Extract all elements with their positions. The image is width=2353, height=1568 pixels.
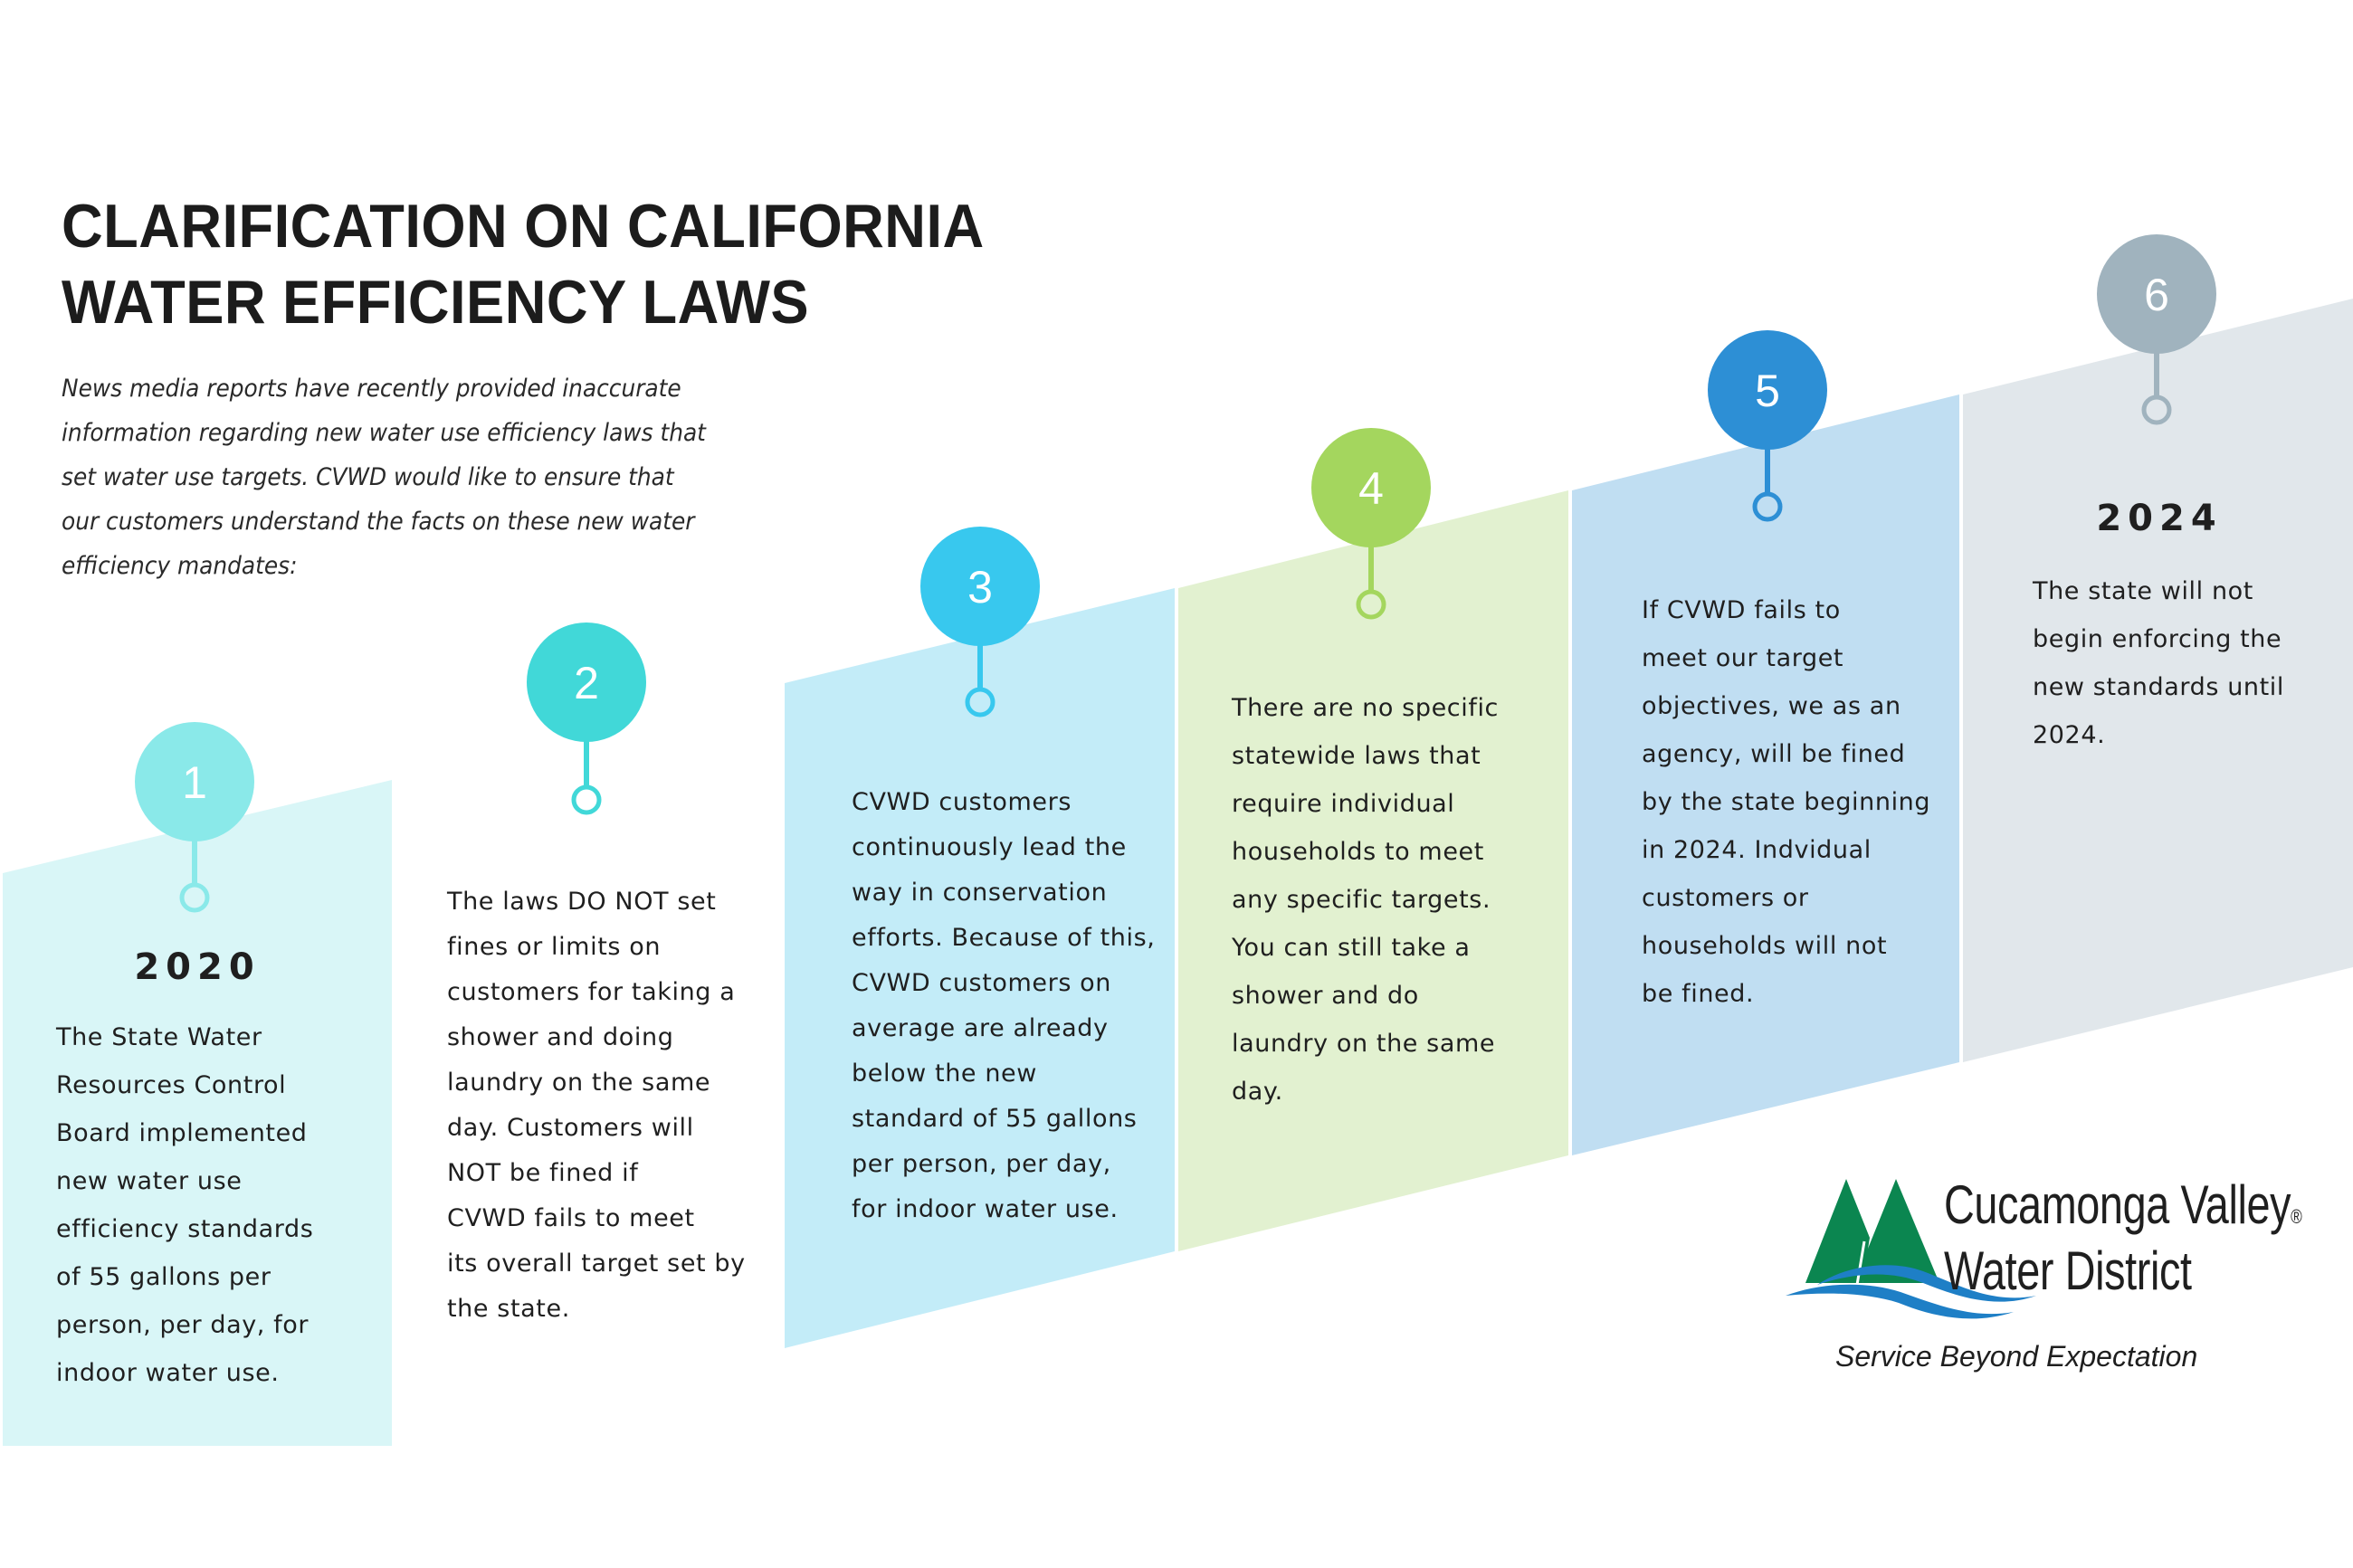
step-1-text <box>56 1013 313 1397</box>
logo-tagline: Service Beyond Expectation <box>1835 1340 2198 1373</box>
text-line: the state. <box>447 1295 570 1323</box>
text-line: shower and doing <box>447 1023 674 1051</box>
text-line: NOT be fined if <box>447 1159 639 1187</box>
text-line: by the state beginning <box>1642 788 1931 816</box>
text-line: You can still take a <box>1232 934 1471 962</box>
text-line: objectives, we as an <box>1642 692 1901 720</box>
step-5-number: 5 <box>1755 366 1780 416</box>
text-line: meet our target <box>1642 644 1844 672</box>
text-line: If CVWD fails to <box>1642 596 1841 624</box>
text-line: agency, will be fined <box>1642 740 1906 768</box>
text-line: indoor water use. <box>56 1359 280 1387</box>
step-3-number: 3 <box>967 562 993 613</box>
text-line: fines or limits on <box>447 933 662 961</box>
page-title <box>62 188 985 340</box>
text-line: CVWD fails to meet <box>447 1204 695 1232</box>
step-1-year: 2020 <box>134 946 261 988</box>
text-line: Resources Control <box>56 1071 287 1099</box>
text-line: be fined. <box>1642 980 1755 1008</box>
text-line: 2024. <box>2033 721 2106 749</box>
text-line: person, per day, for <box>56 1311 310 1339</box>
logo-name <box>1944 1174 2353 1301</box>
text-line: There are no specific <box>1232 694 1499 722</box>
intro-line: set water use targets. CVWD would like to ensure that <box>62 463 674 491</box>
step-2-number: 2 <box>574 658 599 708</box>
intro-line: our customers understand the facts on these new water <box>62 508 695 536</box>
text-line: laundry on the same <box>447 1069 711 1097</box>
text-line: day. <box>1232 1078 1283 1106</box>
text-line: for indoor water use. <box>852 1195 1119 1223</box>
text-line: The State Water <box>56 1023 262 1051</box>
intro-line: News media reports have recently provided inaccurate <box>62 375 681 403</box>
text-line: CVWD customers <box>852 788 1072 816</box>
logo-name-line-1: Cucamonga Valley <box>1944 1174 2291 1235</box>
text-line: customers or <box>1642 884 1809 912</box>
text-line: CVWD customers on <box>852 969 1112 997</box>
page-title-line-1: CLARIFICATION ON CALIFORNIA <box>62 192 985 261</box>
text-line: standard of 55 gallons <box>852 1105 1138 1133</box>
text-line: households to meet <box>1232 838 1484 866</box>
text-line: new water use <box>56 1167 243 1195</box>
text-line: efforts. Because of this, <box>852 924 1156 952</box>
text-line: its overall target set by <box>447 1250 746 1278</box>
text-line: efficiency standards <box>56 1215 314 1243</box>
text-line: The state will not <box>2033 577 2253 605</box>
text-line: day. Customers will <box>447 1114 694 1142</box>
text-line: of 55 gallons per <box>56 1263 272 1291</box>
text-line: continuously lead the <box>852 833 1127 861</box>
step-2-text <box>447 879 746 1332</box>
text-line: any specific targets. <box>1232 886 1491 914</box>
step-3-text <box>852 780 1155 1232</box>
text-line: way in conservation <box>852 879 1108 907</box>
text-line: shower and do <box>1232 982 1419 1010</box>
text-line: below the new <box>852 1060 1037 1088</box>
text-line: average are already <box>852 1014 1109 1042</box>
step-6-number: 6 <box>2144 270 2169 320</box>
text-line: statewide laws that <box>1232 742 1481 770</box>
step-2-marker <box>527 622 646 813</box>
text-line: Board implemented <box>56 1119 308 1147</box>
text-line: households will not <box>1642 932 1888 960</box>
text-line: customers for taking a <box>447 978 736 1006</box>
intro-paragraph <box>62 366 711 588</box>
intro-line: efficiency mandates: <box>62 552 298 580</box>
step-4-text <box>1232 684 1499 1116</box>
logo-name-line-2: Water District <box>1944 1240 2192 1301</box>
text-line: new standards until <box>2033 673 2285 701</box>
registered-mark: ® <box>2291 1205 2302 1228</box>
page-title-line-2: WATER EFFICIENCY LAWS <box>62 268 810 337</box>
text-line: require individual <box>1232 790 1455 818</box>
text-line: per person, per day, <box>852 1150 1111 1178</box>
intro-line: information regarding new water use efficiency laws that <box>62 419 706 447</box>
text-line: The laws DO NOT set <box>447 888 717 916</box>
step-4-number: 4 <box>1358 463 1384 514</box>
text-line: begin enforcing the <box>2033 625 2282 653</box>
text-line: in 2024. Indvidual <box>1642 836 1872 864</box>
step-6-year: 2024 <box>2096 498 2223 539</box>
step-1-number: 1 <box>182 757 207 808</box>
step-5-text <box>1642 586 1930 1018</box>
step-6-text <box>2033 567 2284 759</box>
text-line: laundry on the same <box>1232 1030 1496 1058</box>
